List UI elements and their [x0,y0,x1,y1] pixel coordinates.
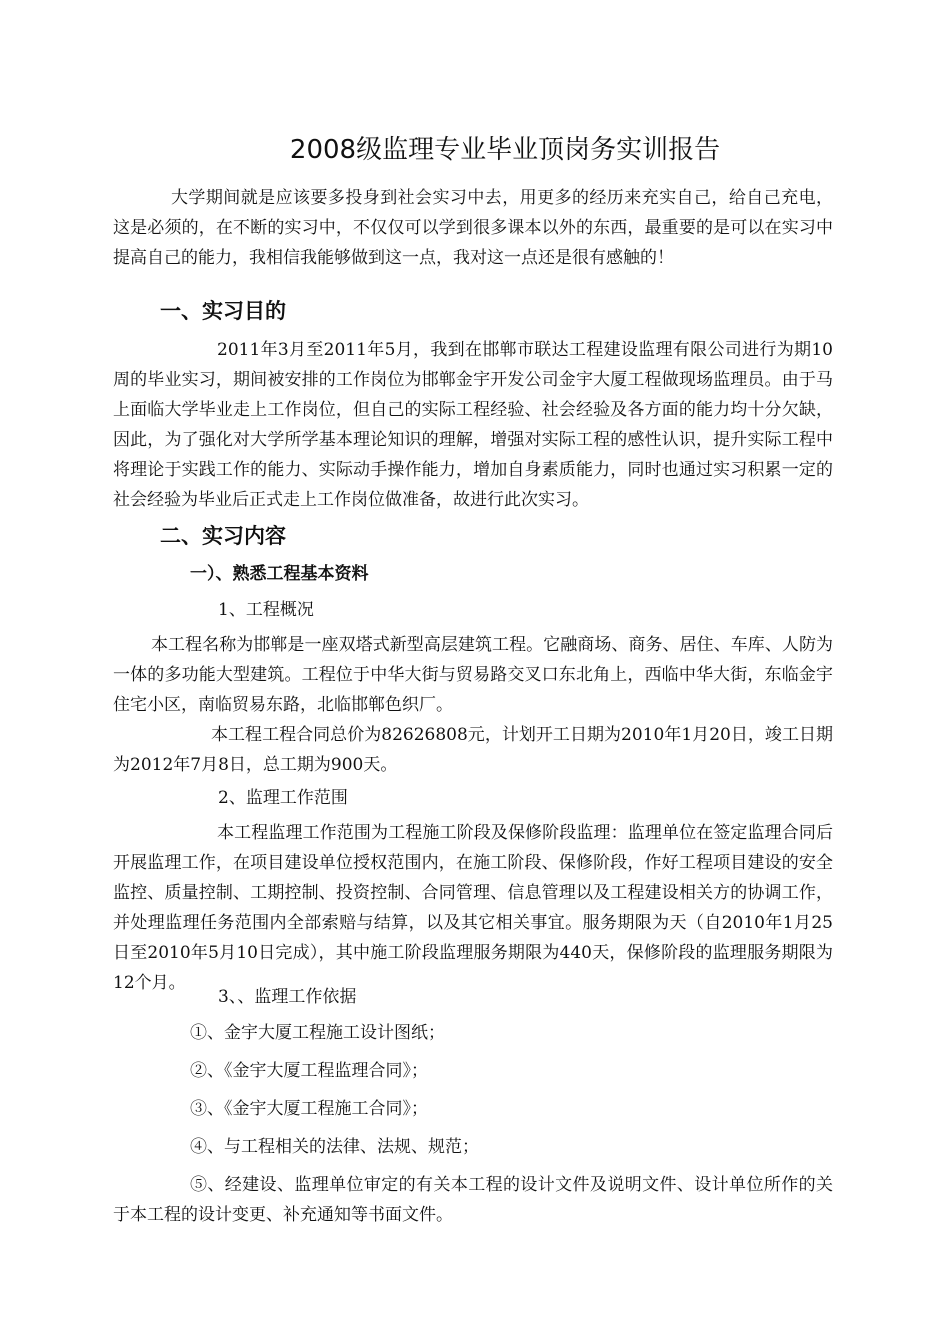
section-heading-content: 二、实习内容 [160,524,286,548]
basis-item: ④、与工程相关的法律、法规、规范； [190,1137,479,1157]
section-heading-purpose: 一、实习目的 [160,299,286,323]
scope-paragraph: 本工程监理工作范围为工程施工阶段及保修阶段监理：监理单位在签定监理合同后开展监理工作，在项目建设单位授权范围内，在施工阶段、保修阶段，作好工程项目建设的安全监控、质量控制、工期控制、投资控制、合同管理、信息管理以及工程建设相关方的协调工作，并处理监理任务范围内全部索赔与结算，以及其它相关事宜。服务期限为天（自2010年1月25日至2010年5月10日完成），其中施工阶段监理服务期限为440天，保修阶段的监理服务期限为12个月。 [113,823,833,993]
item-title-scope: 2、监理工作范围 [218,788,348,808]
item-title-basis: 3、、监理工作依据 [218,987,357,1007]
basis-item: ③、《金宇大厦工程施工合同》； [190,1099,428,1119]
basis-item: ⑤、经建设、监理单位审定的有关本工程的设计文件及说明文件、设计单位所作的关于本工程的设计变更、补充通知等书面文件。 [113,1175,833,1225]
contract-paragraph: 本工程工程合同总价为82626808元，计划开工日期为2010年1月20日，竣工日期为2012年7月8日，总工期为900天。 [113,725,833,775]
purpose-paragraph: 2011年3月至2011年5月，我到在邯郸市联达工程建设监理有限公司进行为期10周的毕业实习，期间被安排的工作岗位为邯郸金宇开发公司金宇大厦工程做现场监理员。由于马上面临大学毕业走上工作岗位，但自己的实际工程经验、社会经验及各方面的能力均十分欠缺，因此，为了强化对大学所学基本理论知识的理解，增强对实际工程的感性认识，提升实际工程中将理论于实践工作的能力、实际动手操作能力，增加自身素质能力，同时也通过实习积累一定的社会经验为毕业后正式走上工作岗位做准备，故进行此次实习。 [113,340,833,510]
report-title: 2008级监理专业毕业顶岗务实训报告 [289,135,721,165]
basis-item: ②、《金宇大厦工程监理合同》； [190,1061,428,1081]
intro-paragraph: 大学期间就是应该要多投身到社会实习中去，用更多的经历来充实自己，给自己充电，这是必须的，在不断的实习中，不仅仅可以学到很多课本以外的东西，最重要的是可以在实习中提高自己的能力，我相信我能够做到这一点，我对这一点还是很有感触的！ [113,188,833,268]
item-title-overview: 1、工程概况 [218,600,314,620]
subsection-heading-basic-info: 一）、熟悉工程基本资料 [190,564,369,584]
basis-item: ①、金宇大厦工程施工设计图纸； [190,1023,445,1043]
overview-paragraph: 本工程名称为邯郸是一座双塔式新型高层建筑工程。它融商场、商务、居住、车库、人防为一体的多功能大型建筑。工程位于中华大街与贸易路交叉口东北角上，西临中华大街，东临金宇住宅小区，南临贸易东路，北临邯郸色织厂。 [113,635,833,715]
